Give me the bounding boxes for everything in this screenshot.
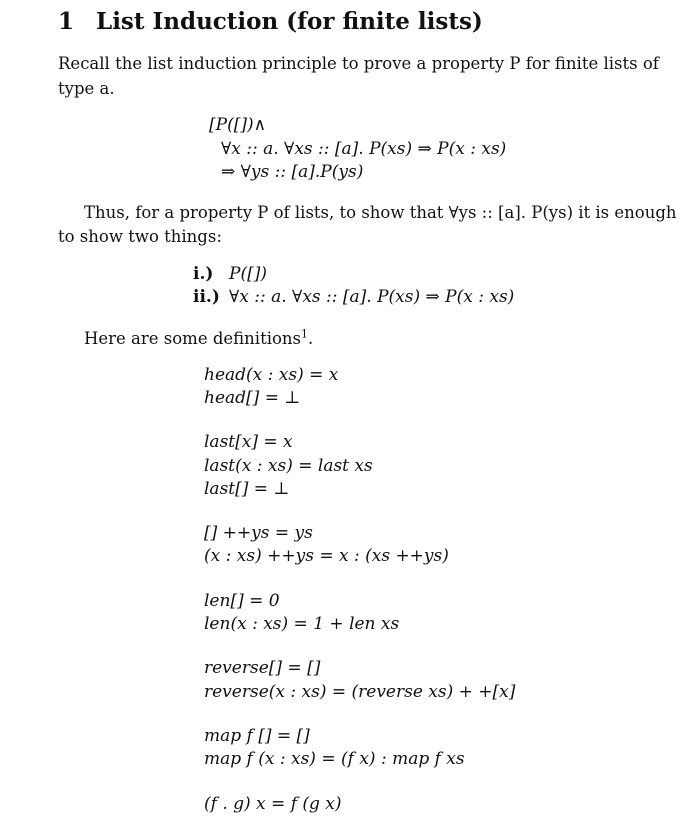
principle-line-3: ⇒ ∀ys :: [a].P(ys) — [221, 162, 364, 182]
thus-line-1: Thus, for a property P of lists, to show that ∀ys :: [a]. P(ys) it is enough — [84, 203, 677, 222]
section-heading — [58, 8, 483, 35]
definition-line: head[] = ⊥ — [204, 388, 301, 408]
principle-line-2: ∀x :: a. ∀xs :: [a]. P(xs) ⇒ P(x : xs) — [221, 139, 507, 159]
definitions-intro-text: Here are some definitions — [84, 329, 302, 348]
definition-line: (f . g) x = f (g x) — [204, 794, 342, 814]
step-i — [193, 264, 267, 284]
definition-line: [] ++ys = ys — [204, 523, 313, 543]
footnote-marker: 1 — [301, 327, 309, 341]
definition-line: len(x : xs) = 1 + len xs — [204, 614, 400, 634]
definition-line: (x : xs) ++ys = x : (xs ++ys) — [204, 546, 449, 566]
definitions-intro — [84, 327, 313, 350]
definition-line: map f [] = [] — [204, 726, 310, 746]
definition-line: reverse[] = [] — [204, 658, 321, 678]
principle-line-1: [P([])∧ — [209, 115, 267, 135]
step-ii — [193, 287, 514, 307]
definition-line: map f (x : xs) = (f x) : map f xs — [204, 749, 465, 769]
thus-line-2: to show two things: — [58, 227, 222, 246]
section-title: List Induction (for finite lists) — [96, 8, 483, 35]
definition-line: last[x] = x — [204, 432, 293, 452]
definition-line: head(x : xs) = x — [204, 365, 339, 385]
intro-line-1: Recall the list induction principle to prove a property P for finite lists of — [58, 54, 659, 73]
step-formula: ∀x :: a. ∀xs :: [a]. P(xs) ⇒ P(x : xs) — [229, 287, 515, 307]
definition-line: len[] = 0 — [204, 591, 280, 611]
definition-line: last[] = ⊥ — [204, 479, 290, 499]
definition-line: last(x : xs) = last xs — [204, 456, 373, 476]
step-label: ii.) — [193, 287, 220, 307]
definition-line: reverse(x : xs) = (reverse xs) + +[x] — [204, 682, 516, 702]
step-formula: P([]) — [229, 264, 267, 284]
step-label: i.) — [193, 264, 214, 284]
definitions-intro-trail: . — [308, 329, 314, 348]
intro-line-2: type a. — [58, 79, 115, 98]
section-number: 1 — [58, 8, 75, 35]
